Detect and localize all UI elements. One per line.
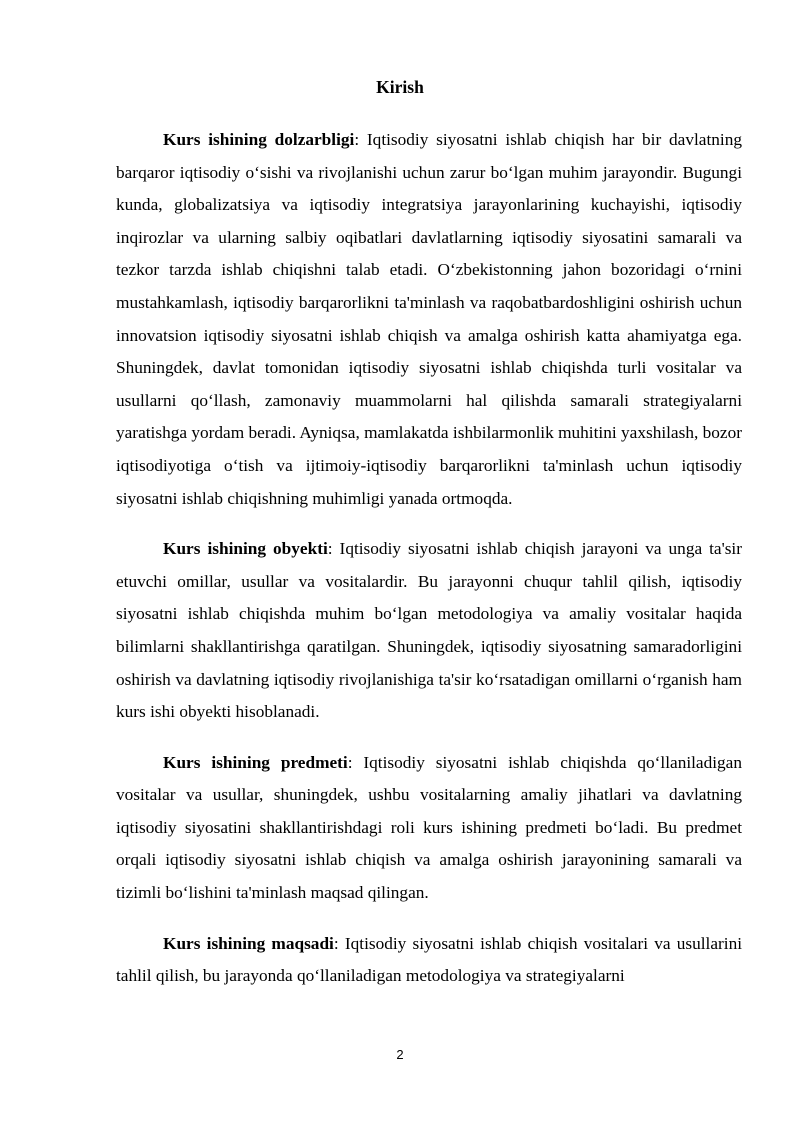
page-number: 2: [396, 1047, 404, 1062]
paragraph-heading-object: Kurs ishining obyekti: [163, 539, 328, 559]
paragraph-heading-goal: Kurs ishining maqsadi: [163, 933, 334, 953]
paragraph-object: [116, 533, 742, 729]
page-title: Kirish: [376, 77, 424, 97]
paragraph-heading-relevance: Kurs ishining dolzarbligi: [163, 130, 355, 149]
paragraph-text-object: : Iqtisodiy siyosatni ishlab chiqish jarayoni va unga ta'sir etuvchi omillar, usullar va vositalardir. Bu jarayonni chuqur tahlil qilish, iqtisodiy siyosatni ishlab chiqishda muhim bo‘lgan metodologiya va amaliy vositalar haqida bilimlarni shakllantirishga qaratilgan. Shuningdek, iqtisodiy siyosatning samaradorligini oshirish va davlatning iqtisodiy rivojlanishiga ta'sir ko‘rsatadigan omillarni o‘rganish ham kurs ishi obyekti hisoblanadi.: [116, 539, 742, 722]
paragraph-heading-subject: Kurs ishining predmeti: [163, 752, 348, 772]
paragraph-text-subject: : Iqtisodiy siyosatni ishlab chiqishda qo‘llaniladigan vositalar va usullar, shuningdek, ushbu vositalarning amaliy jihatlari va davlatning iqtisodiy siyosatini shakllantirishdagi roli kurs ishining predmeti bo‘ladi. Bu predmet orqali iqtisodiy siyosatni ishlab chiqish va amalga oshirish jarayonining samarali va tizimli bo‘lishini ta'minlash maqsad qilingan.: [116, 752, 742, 903]
paragraph-relevance: [116, 124, 742, 515]
paragraph-text-relevance: : Iqtisodiy siyosatni ishlab chiqish har bir davlatning barqaror iqtisodiy o‘sishi va rivojlanishi uchun zarur bo‘lgan muhim jarayondir. Bugungi kunda, globalizatsiya va iqtisodiy integratsiya jarayonlarining kuchayishi, iqtisodiy inqirozlar va ularning salbiy oqibatlari davlatlarning iqtisodiy siyosatini samarali va tezkor tarzda ishlab chiqishni talab etadi. O‘zbekistonning jahon bozoridagi o‘rnini mustahkamlash, iqtisodiy barqarorlikni ta'minlash va raqobatbardoshligini oshirish uchun innovatsion iqtisodiy siyosatni ishlab chiqish va amalga oshirish katta ahamiyatga ega. Shuningdek, davlat tomonidan iqtisodiy siyosatni ishlab chiqishda turli vositalar va usullarni qo‘llash, zamonaviy muammolarni hal qilishda samarali strategiyalarni yaratishga yordam beradi. Ayniqsa, mamlakatda ishbilarmonlik muhitini yaxshilash, bozor iqtisodiyotiga o‘tish va ijtimoiy-iqtisodiy barqarorlikni ta'minlash uchun iqtisodiy siyosatni ishlab chiqishning muhimligi yanada ortmoqda.: [116, 130, 742, 508]
paragraph-subject: [116, 747, 742, 910]
document-body: [116, 124, 742, 993]
paragraph-goal: [116, 928, 742, 993]
paragraph-text-goal: : Iqtisodiy siyosatni ishlab chiqish vositalari va usullarini tahlil qilish, bu jarayonda qo‘llaniladigan metodologiya va strategiyalarni: [116, 933, 743, 986]
